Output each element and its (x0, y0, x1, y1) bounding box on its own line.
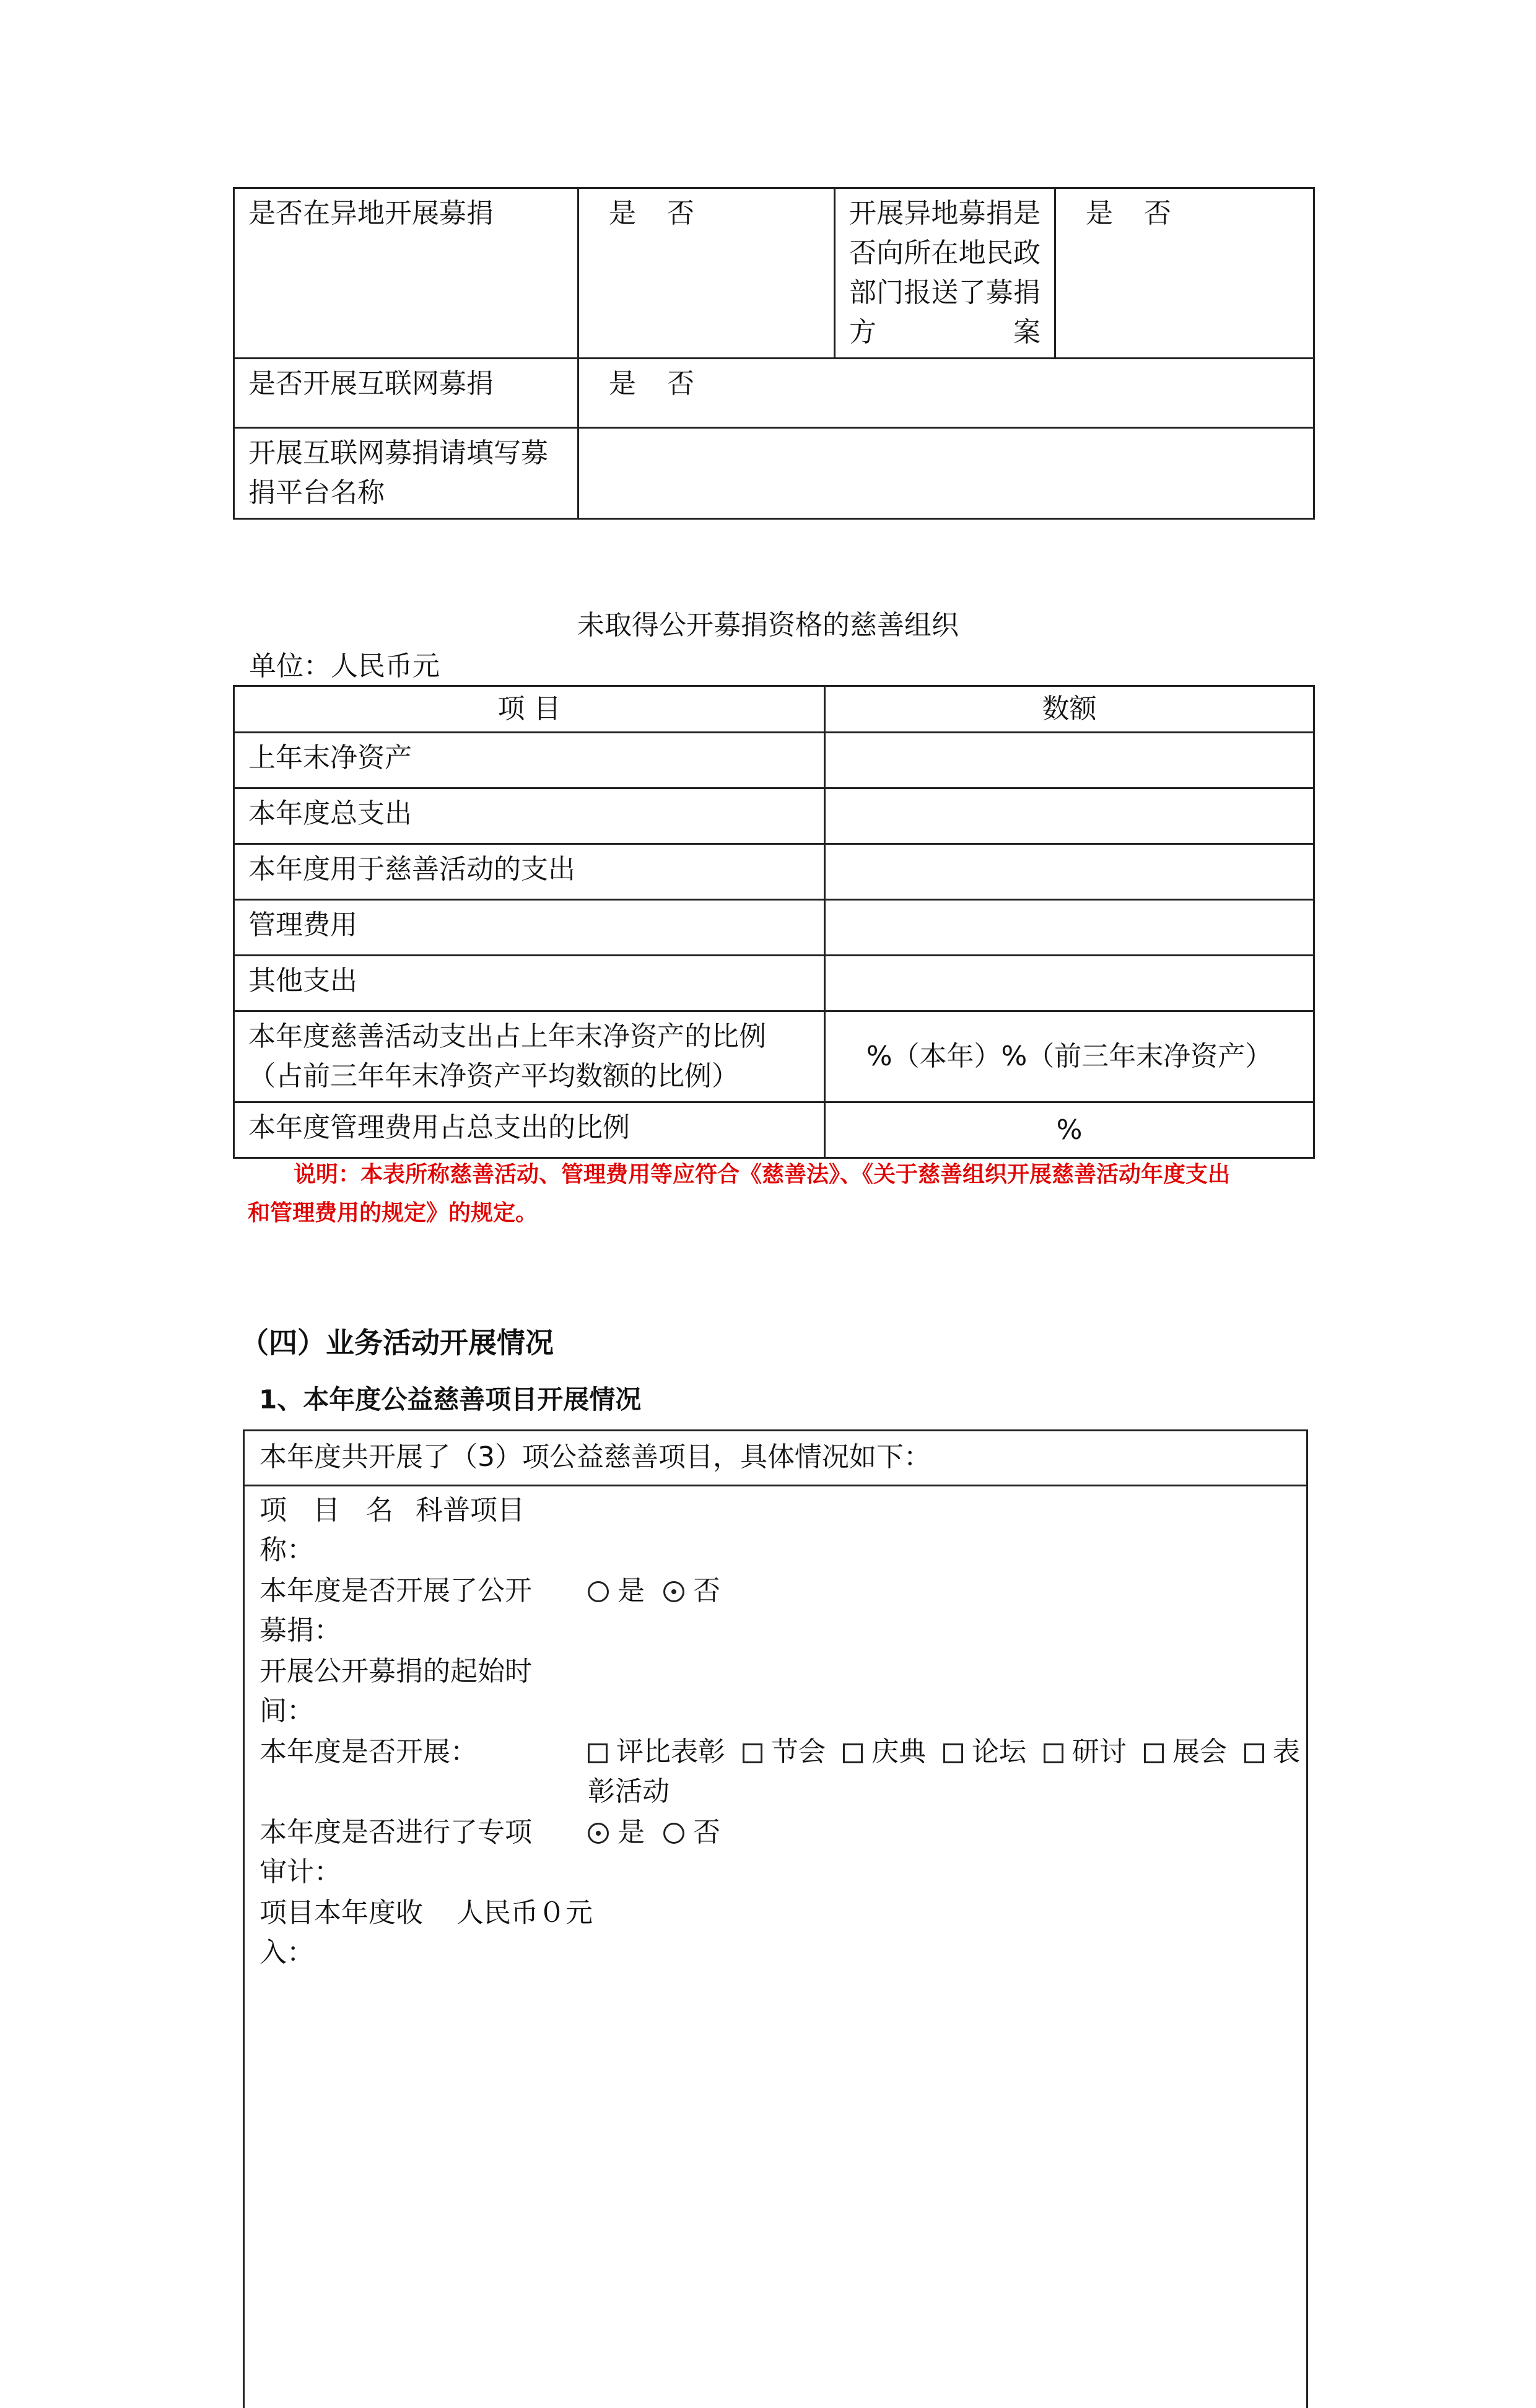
public-fundraising-yes-label: 是 (617, 1575, 645, 1607)
project-intro: 本年度共开展了（3）项公益慈善项目，具体情况如下： (260, 1441, 931, 1473)
activity-appraisal: 评比表彰 (616, 1736, 725, 1768)
start-time-label-cont: 间： (260, 1695, 314, 1727)
project-name-label: 项 目 名 (260, 1494, 402, 1526)
internet-yes[interactable]: 是 (609, 368, 637, 399)
ratio-value[interactable]: %（本年）%（前三年末净资产） (825, 1011, 1314, 1102)
activity-forum: 论坛 (972, 1736, 1026, 1768)
report-options[interactable] (1055, 188, 1314, 359)
row-item: 管理费用 (234, 900, 825, 956)
public-fundraising-no-label: 否 (693, 1575, 720, 1607)
intro-divider (245, 1485, 1306, 1486)
platform-value[interactable] (578, 428, 1314, 519)
row-amount[interactable] (825, 900, 1314, 956)
section4-heading: （四）业务活动开展情况 (240, 1326, 554, 1359)
public-fundraising-label: 本年度是否开展了公开 (260, 1575, 532, 1607)
audit-yes-label: 是 (617, 1817, 645, 1848)
activity-seminar: 研讨 (1072, 1736, 1127, 1768)
fundraising-table (233, 187, 1315, 520)
checkbox-festival[interactable] (743, 1743, 762, 1763)
report-no[interactable]: 否 (1144, 198, 1172, 229)
mgmt-ratio-label: 本年度管理费用占总支出的比例 (234, 1102, 825, 1158)
audit-yes-radio[interactable] (588, 1823, 609, 1844)
report-label: 开展异地募捐是否向所在地民政部门报送了募捐方案 (835, 188, 1055, 359)
activity-festival: 节会 (771, 1736, 826, 1768)
income-label: 项目本年度收 (260, 1897, 423, 1929)
row-item: 上年末净资产 (234, 733, 825, 788)
project-name-label-cont: 称： (260, 1534, 314, 1566)
activity-celebration: 庆典 (871, 1736, 926, 1768)
mgmt-ratio-value[interactable]: % (825, 1102, 1314, 1158)
checkbox-celebration[interactable] (843, 1743, 863, 1763)
checkbox-exhibition[interactable] (1144, 1743, 1164, 1763)
activity-exhibition: 展会 (1172, 1736, 1227, 1768)
offsite-no[interactable]: 否 (667, 198, 696, 229)
activities-label: 本年度是否开展： (260, 1736, 478, 1768)
header-item: 项 目 (234, 686, 825, 733)
activity-commendation: 表彰活动 (588, 1736, 1300, 1807)
audit-label-cont: 审计： (260, 1856, 341, 1888)
row-item: 本年度用于慈善活动的支出 (234, 844, 825, 900)
offsite-label: 是否在异地开展募捐 (234, 188, 578, 359)
checkbox-forum[interactable] (943, 1743, 963, 1763)
ratio-label-line1: 本年度慈善活动支出占上年末净资产的比例 (248, 1021, 766, 1052)
row-item: 本年度总支出 (234, 788, 825, 844)
note-line1: 说明：本表所称慈善活动、管理费用等应符合《慈善法》、《关于慈善组织开展慈善活动年度支出 (294, 1162, 1231, 1187)
internet-label: 是否开展互联网募捐 (234, 359, 578, 428)
project-name-value[interactable]: 科普项目 (416, 1494, 525, 1526)
unit-label: 单位：人民币元 (249, 650, 440, 682)
row-amount[interactable] (825, 844, 1314, 900)
audit-label: 本年度是否进行了专项 (260, 1817, 532, 1848)
row-item: 其他支出 (234, 956, 825, 1011)
checkbox-seminar[interactable] (1044, 1743, 1063, 1763)
audit-no-radio[interactable] (663, 1823, 684, 1844)
offsite-options[interactable] (578, 188, 835, 359)
start-time-label: 开展公开募捐的起始时 (260, 1656, 532, 1687)
row-amount[interactable] (825, 956, 1314, 1011)
public-fundraising-options[interactable] (588, 1571, 1300, 1611)
section4-subheading: 1、本年度公益慈善项目开展情况 (259, 1384, 642, 1415)
project-box (243, 1429, 1308, 2408)
expenditure-table (233, 685, 1315, 1159)
audit-options[interactable] (588, 1813, 1300, 1852)
activities-options[interactable] (588, 1732, 1300, 1812)
public-fundraising-yes-radio[interactable] (588, 1581, 609, 1602)
public-fundraising-no-radio[interactable] (663, 1581, 684, 1602)
offsite-yes[interactable]: 是 (609, 198, 637, 229)
checkbox-commendation[interactable] (1244, 1743, 1264, 1763)
audit-no-label: 否 (693, 1817, 720, 1848)
nonpublic-caption: 未取得公开募捐资格的慈善组织 (577, 609, 959, 641)
ratio-label (234, 1011, 825, 1102)
public-fundraising-label-cont: 募捐： (260, 1615, 341, 1646)
income-label-cont: 入： (260, 1937, 314, 1968)
internet-no[interactable]: 否 (667, 368, 696, 399)
row-amount[interactable] (825, 788, 1314, 844)
internet-options[interactable] (578, 359, 1314, 428)
report-yes[interactable]: 是 (1086, 198, 1114, 229)
note-line2: 和管理费用的规定》的规定。 (248, 1200, 538, 1226)
header-amount: 数额 (825, 686, 1314, 733)
ratio-label-line2: （占前三年年末净资产平均数额的比例） (248, 1060, 739, 1092)
platform-label: 开展互联网募捐请填写募捐平台名称 (234, 428, 578, 519)
income-value[interactable]: 人民币０元 (456, 1897, 593, 1929)
checkbox-appraisal[interactable] (588, 1743, 608, 1763)
row-amount[interactable] (825, 733, 1314, 788)
